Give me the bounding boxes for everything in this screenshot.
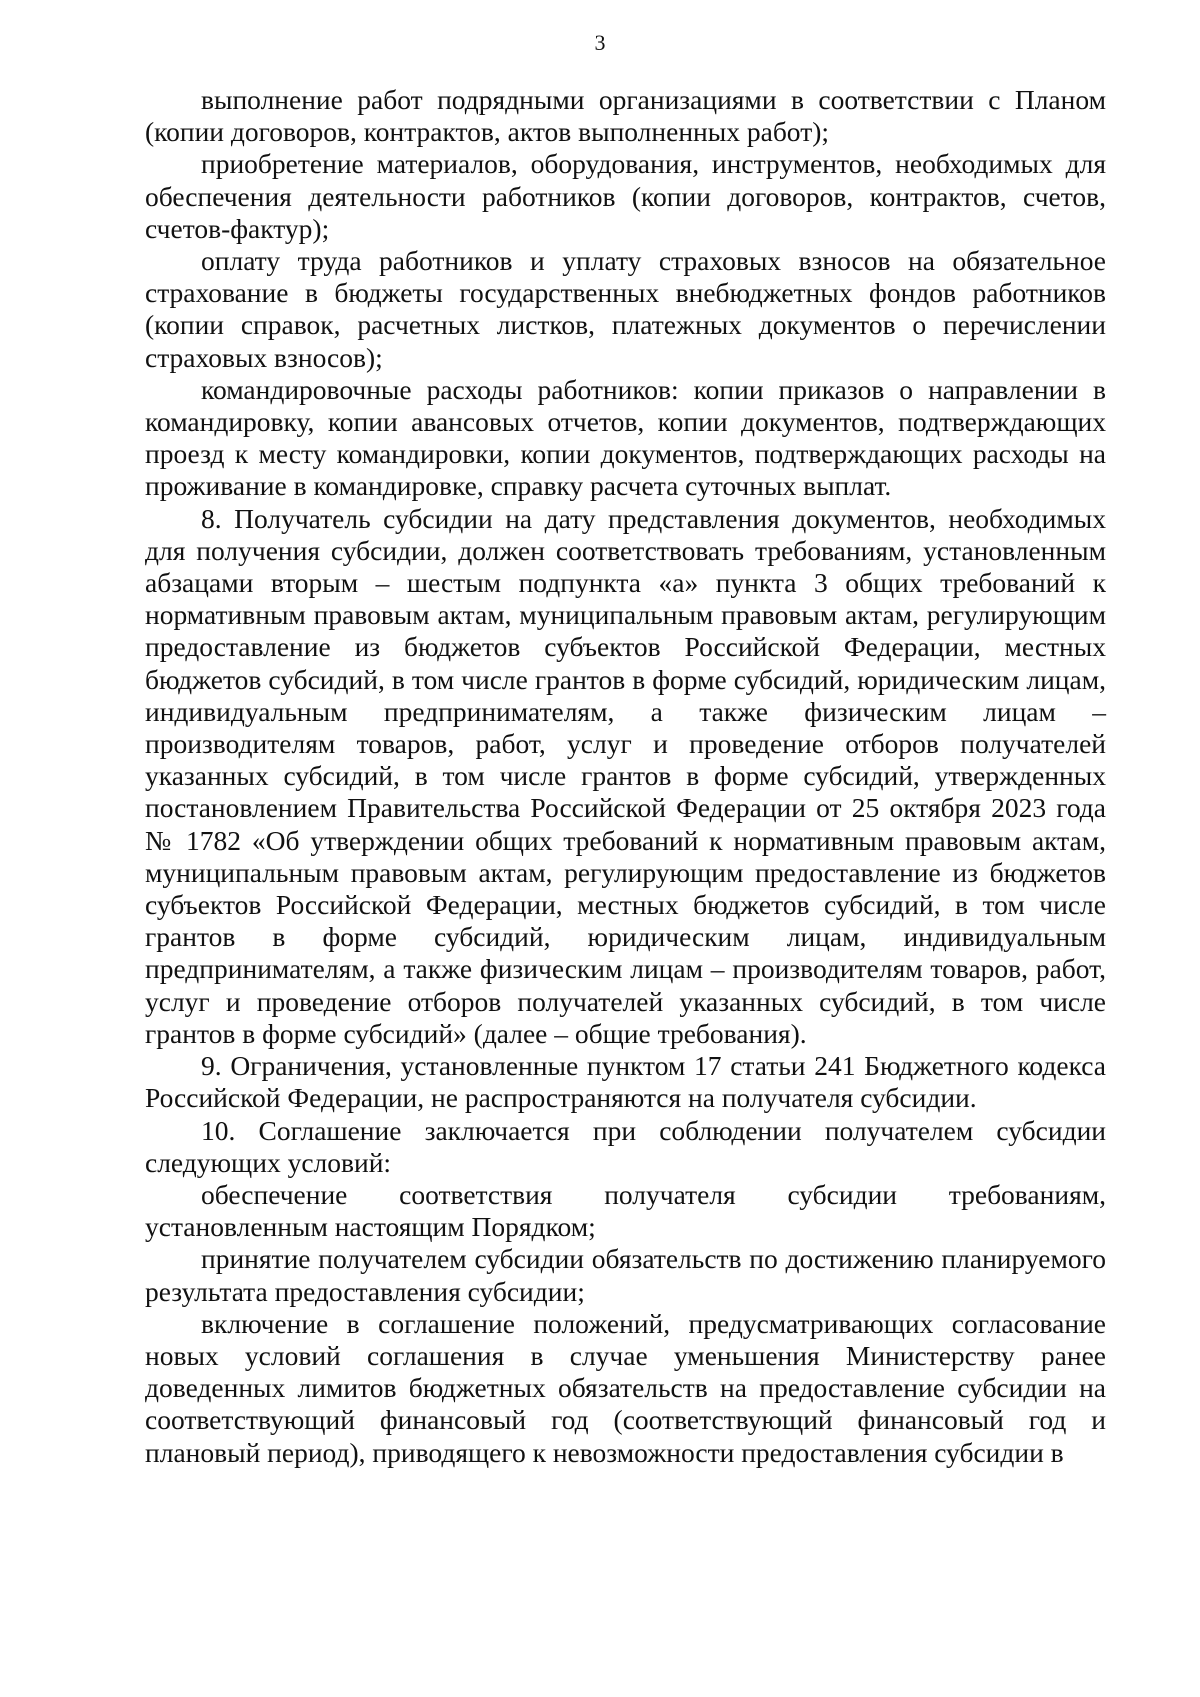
paragraph-item-9: 9. Ограничения, установленные пунктом 17 статьи 241 Бюджетного кодекса Российской Федерации, не распространяются на получателя субсидии. [145, 1050, 1106, 1114]
paragraph-item-10: 10. Соглашение заключается при соблюдении получателем субсидии следующих условий: [145, 1114, 1106, 1178]
paragraph-materials-purchase: приобретение материалов, оборудования, инструментов, необходимых для обеспечения деятельности работников (копии договоров, контрактов, счетов, счетов-фактур); [145, 148, 1106, 244]
paragraph-contract-works: выполнение работ подрядными организациями в соответствии с Планом (копии договоров, контрактов, актов выполненных работ); [145, 84, 1106, 148]
paragraph-travel-expenses: командировочные расходы работников: копии приказов о направлении в командировку, копии авансовых отчетов, копии документов, подтверждающих проезд к месту командировки, копии документов, подтверждающих расходы на проживание в командировке, справку расчета суточных выплат. [145, 373, 1106, 502]
page-number: 3 [594, 30, 606, 55]
paragraph-condition-obligations: принятие получателем субсидии обязательств по достижению планируемого результата предоставления субсидии; [145, 1243, 1106, 1307]
paragraph-condition-agreement-terms: включение в соглашение положений, предусматривающих согласование новых условий соглашения в случае уменьшения Министерству ранее доведенных лимитов бюджетных обязательств на предоставление субсидии на соответствующий финансовый год (соответствующий финансовый год и плановый период), приводящего к невозможности предоставления субсидии в [145, 1307, 1106, 1468]
paragraph-labor-payment: оплату труда работников и уплату страховых взносов на обязательное страхование в бюджеты государственных внебюджетных фондов работников (копии справок, расчетных листков, платежных документов о перечислении страховых взносов); [145, 245, 1106, 373]
paragraph-condition-compliance: обеспечение соответствия получателя субсидии требованиям, установленным настоящим Порядком; [145, 1178, 1106, 1243]
document-body [145, 84, 1106, 1469]
paragraph-item-8: 8. Получатель субсидии на дату представления документов, необходимых для получения субсидии, должен соответствовать требованиям, установленным абзацами вторым – шестым подпункта «а» пункта 3 общих требований к нормативным правовым актам, муниципальным правовым актам, регулирующим предоставление из бюджетов субъектов Российской Федерации, местных бюджетов субсидий, в том числе грантов в форме субсидий, юридическим лицам, индивидуальным предпринимателям, а также физическим лицам – производителям товаров, работ, услуг и проведение отборов получателей указанных субсидий, в том числе грантов в форме субсидий, утвержденных постановлением Правительства Российской Федерации от 25 октября 2023 года № 1782 «Об утверждении общих требований к нормативным правовым актам, муниципальным правовым актам, регулирующим предоставление из бюджетов субъектов Российской Федерации, местных бюджетов субсидий, в том числе грантов в форме субсидий, юридическим лицам, индивидуальным предпринимателям, а также физическим лицам – производителям товаров, работ, услуг и проведение отборов получателей указанных субсидий, в том числе грантов в форме субсидий» (далее – общие требования). [145, 502, 1106, 1049]
